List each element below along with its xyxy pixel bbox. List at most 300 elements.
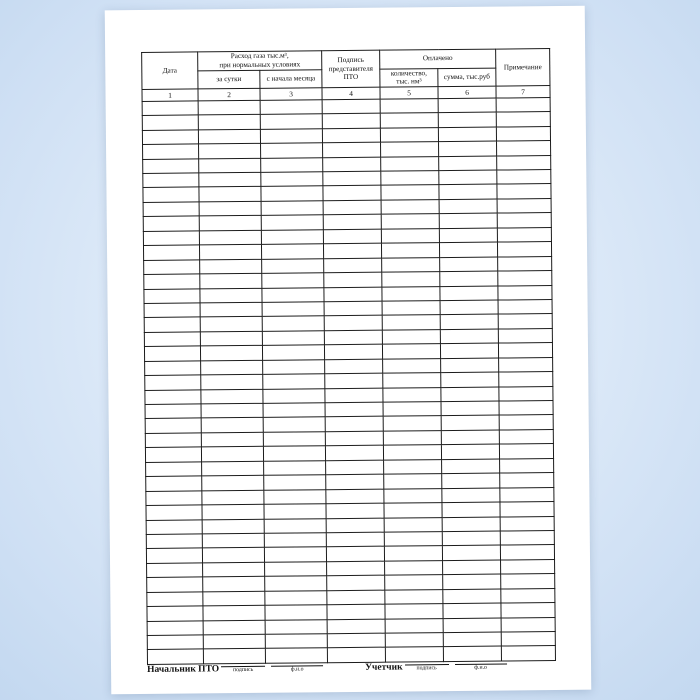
table-cell[interactable] [147, 592, 203, 607]
header-paid-sum: сумма, тыс.руб [438, 68, 496, 87]
table-cell[interactable] [263, 388, 325, 403]
table-cell[interactable] [381, 142, 439, 157]
table-cell[interactable] [380, 113, 438, 128]
table-cell[interactable] [145, 375, 201, 390]
table-cell[interactable] [500, 502, 554, 517]
table-cell[interactable] [381, 243, 439, 258]
table-cell[interactable] [325, 373, 383, 388]
table-cell[interactable] [439, 156, 497, 171]
table-cell[interactable] [381, 214, 439, 229]
header-consumption-group [198, 51, 322, 71]
table-cell[interactable] [144, 260, 200, 275]
table-cell[interactable] [324, 344, 382, 359]
table-cell[interactable] [323, 186, 381, 201]
table-cell[interactable] [441, 416, 499, 431]
table-cell[interactable] [144, 317, 200, 332]
table-cell[interactable] [440, 286, 498, 301]
table-cell[interactable] [203, 591, 265, 606]
table-cell[interactable] [201, 374, 263, 389]
table-cell[interactable] [199, 158, 261, 173]
table-cell[interactable] [262, 287, 324, 302]
table-cell[interactable] [201, 360, 263, 375]
table-cell[interactable] [441, 358, 499, 373]
table-cell[interactable] [443, 632, 501, 647]
table-cell[interactable] [146, 491, 202, 506]
table-cell[interactable] [262, 331, 324, 346]
table-cell[interactable] [326, 460, 384, 475]
table-cell[interactable] [262, 316, 324, 331]
table-cell[interactable] [327, 633, 385, 648]
table-cell[interactable] [262, 273, 324, 288]
table-cell[interactable] [380, 98, 438, 113]
table-cell[interactable] [263, 417, 325, 432]
table-cell[interactable] [143, 216, 199, 231]
table-cell[interactable] [325, 359, 383, 374]
table-cell[interactable] [501, 574, 555, 589]
table-cell[interactable] [201, 447, 263, 462]
table-cell[interactable] [323, 229, 381, 244]
chief-fio-slot[interactable] [271, 656, 323, 673]
table-cell[interactable] [200, 273, 262, 288]
table-cell[interactable] [499, 429, 553, 444]
table-cell[interactable] [324, 330, 382, 345]
table-cell[interactable] [440, 271, 498, 286]
table-cell[interactable] [326, 547, 384, 562]
table-cell[interactable] [202, 476, 264, 491]
table-cell[interactable] [326, 489, 384, 504]
table-cell[interactable] [383, 431, 441, 446]
header-signature-line2: представителя [328, 64, 373, 73]
table-cell[interactable] [438, 127, 496, 142]
table-cell[interactable] [261, 230, 323, 245]
table-cell[interactable] [265, 634, 327, 649]
table-cell[interactable] [443, 560, 501, 575]
table-cell[interactable] [500, 458, 554, 473]
table-cell[interactable] [382, 257, 440, 272]
table-cell[interactable] [144, 332, 200, 347]
table-cell[interactable] [202, 533, 264, 548]
table-cell[interactable] [264, 475, 326, 490]
table-cell[interactable] [500, 487, 554, 502]
table-cell[interactable] [498, 300, 552, 315]
table-cell[interactable] [265, 619, 327, 634]
table-cell[interactable] [147, 577, 203, 592]
table-cell[interactable] [381, 228, 439, 243]
table-cell[interactable] [438, 98, 496, 113]
table-cell[interactable] [199, 201, 261, 216]
table-cell[interactable] [443, 589, 501, 604]
header-signature [322, 50, 380, 87]
table-cell[interactable] [496, 97, 550, 112]
table-cell[interactable] [261, 244, 323, 259]
table-cell[interactable] [144, 274, 200, 289]
table-cell[interactable] [260, 100, 322, 115]
table-cell[interactable] [327, 575, 385, 590]
table-cell[interactable] [145, 404, 201, 419]
header-paid-quantity-line2: тыс. нм³ [396, 77, 422, 86]
table-cell[interactable] [497, 184, 551, 199]
table-cell[interactable] [200, 259, 262, 274]
header-signature-line1: Подпись [337, 55, 364, 64]
table-cell[interactable] [382, 329, 440, 344]
chief-fio-caption: ф.и.о [290, 666, 304, 673]
table-cell[interactable] [442, 517, 500, 532]
document-page [105, 6, 592, 695]
table-cell[interactable] [501, 632, 555, 647]
table-cell[interactable] [201, 418, 263, 433]
table-cell[interactable] [498, 314, 552, 329]
table-cell[interactable] [144, 288, 200, 303]
table-cell[interactable] [264, 489, 326, 504]
table-cell[interactable] [199, 143, 261, 158]
table-cell[interactable] [440, 343, 498, 358]
table-cell[interactable] [327, 590, 385, 605]
recorder-fio-caption: ф.и.о [474, 664, 487, 671]
table-cell[interactable] [327, 619, 385, 634]
table-cell[interactable] [442, 531, 500, 546]
table-cell[interactable] [325, 417, 383, 432]
table-cell[interactable] [199, 216, 261, 231]
table-cell[interactable] [385, 604, 443, 619]
table-cell[interactable] [326, 474, 384, 489]
table-cell[interactable] [143, 231, 199, 246]
table-cell[interactable] [261, 172, 323, 187]
table-cell[interactable] [384, 459, 442, 474]
table-cell[interactable] [383, 402, 441, 417]
table-cell[interactable] [324, 287, 382, 302]
table-cell[interactable] [441, 444, 499, 459]
table-cell[interactable] [385, 560, 443, 575]
table-cell[interactable] [497, 141, 551, 156]
table-cell[interactable] [500, 473, 554, 488]
table-cell[interactable] [322, 128, 380, 143]
column-number-5: 5 [380, 86, 438, 99]
table-cell[interactable] [262, 302, 324, 317]
header-consumption-line1: Расход газа тыс.м³, [230, 51, 289, 61]
chief-signature-block [147, 656, 329, 675]
table-cell[interactable] [322, 113, 380, 128]
table-cell[interactable] [143, 245, 199, 260]
table-cell[interactable] [200, 288, 262, 303]
table-cell[interactable] [441, 401, 499, 416]
table-cell[interactable] [442, 502, 500, 517]
table-cell[interactable] [324, 316, 382, 331]
chief-signature-slot[interactable] [221, 657, 265, 674]
table-cell[interactable] [265, 576, 327, 591]
table-cell[interactable] [442, 473, 500, 488]
table-cell[interactable] [383, 445, 441, 460]
table-cell[interactable] [441, 372, 499, 387]
table-cell[interactable] [260, 114, 322, 129]
table-cell[interactable] [382, 344, 440, 359]
table-cell[interactable] [499, 357, 553, 372]
table-cell[interactable] [443, 574, 501, 589]
table-cell[interactable] [323, 157, 381, 172]
table-cell[interactable] [440, 329, 498, 344]
table-cell[interactable] [199, 245, 261, 260]
table-cell[interactable] [440, 300, 498, 315]
table-cell[interactable] [265, 562, 327, 577]
table-cell[interactable] [200, 346, 262, 361]
table-cell[interactable] [326, 503, 384, 518]
table-cell[interactable] [385, 575, 443, 590]
table-cell[interactable] [384, 503, 442, 518]
table-cell[interactable] [439, 242, 497, 257]
chief-fio-line [271, 656, 323, 666]
table-cell[interactable] [385, 589, 443, 604]
table-cell[interactable] [383, 358, 441, 373]
table-cell[interactable] [144, 346, 200, 361]
table-cell[interactable] [497, 242, 551, 257]
table-cell[interactable] [498, 328, 552, 343]
table-cell[interactable] [497, 170, 551, 185]
table-cell[interactable] [198, 129, 260, 144]
table-cell[interactable] [201, 403, 263, 418]
table-cell[interactable] [383, 416, 441, 431]
table-cell[interactable] [384, 532, 442, 547]
table-cell[interactable] [202, 490, 264, 505]
table-cell[interactable] [496, 112, 550, 127]
table-cell[interactable] [324, 301, 382, 316]
table-cell[interactable] [382, 301, 440, 316]
table-cell[interactable] [203, 634, 265, 649]
table-cell[interactable] [147, 563, 203, 578]
table-cell[interactable] [146, 519, 202, 534]
table-cell[interactable] [264, 533, 326, 548]
table-cell[interactable] [496, 126, 550, 141]
table-cell[interactable] [442, 488, 500, 503]
table-cell[interactable] [382, 315, 440, 330]
signature-footer [147, 654, 555, 682]
table-cell[interactable] [146, 462, 202, 477]
table-cell[interactable] [384, 546, 442, 561]
table-cell[interactable] [143, 202, 199, 217]
table-cell[interactable] [382, 272, 440, 287]
table-cell[interactable] [439, 170, 497, 185]
table-cell[interactable] [323, 243, 381, 258]
table-cell[interactable] [203, 562, 265, 577]
table-cell[interactable] [439, 141, 497, 156]
table-cell[interactable] [198, 115, 260, 130]
table-cell[interactable] [264, 504, 326, 519]
table-cell[interactable] [145, 447, 201, 462]
table-cell[interactable] [384, 517, 442, 532]
table-cell[interactable] [325, 431, 383, 446]
table-cell[interactable] [146, 476, 202, 491]
table-cell[interactable] [198, 100, 260, 115]
column-number-7: 7 [496, 85, 550, 98]
table-cell[interactable] [499, 444, 553, 459]
table-cell[interactable] [322, 99, 380, 114]
column-number-6: 6 [438, 86, 496, 99]
table-cell[interactable] [146, 548, 202, 563]
table-cell[interactable] [142, 115, 198, 130]
table-cell[interactable] [500, 516, 554, 531]
header-signature-line3: ПТО [343, 73, 359, 82]
chief-signature-line [221, 657, 265, 667]
table-cell[interactable] [385, 618, 443, 633]
table-cell[interactable] [143, 187, 199, 202]
table-cell[interactable] [381, 156, 439, 171]
recorder-fio-slot[interactable] [454, 654, 506, 671]
table-cell[interactable] [325, 446, 383, 461]
table-cell[interactable] [384, 488, 442, 503]
journal-sheet [141, 48, 555, 652]
table-cell[interactable] [263, 403, 325, 418]
table-cell[interactable] [381, 200, 439, 215]
table-cell[interactable] [439, 185, 497, 200]
table-cell[interactable] [438, 112, 496, 127]
table-cell[interactable] [382, 286, 440, 301]
table-cell[interactable] [147, 620, 203, 635]
table-cell[interactable] [497, 227, 551, 242]
table-cell[interactable] [383, 373, 441, 388]
table-cell[interactable] [265, 605, 327, 620]
table-cell[interactable] [200, 302, 262, 317]
table-cell[interactable] [144, 303, 200, 318]
table-body [142, 97, 555, 664]
table-cell[interactable] [440, 314, 498, 329]
table-cell[interactable] [439, 199, 497, 214]
table-cell[interactable] [261, 201, 323, 216]
chief-signature-caption: подпись [233, 666, 254, 674]
table-cell[interactable] [439, 213, 497, 228]
table-cell[interactable] [497, 155, 551, 170]
table-cell[interactable] [264, 461, 326, 476]
table-cell[interactable] [263, 374, 325, 389]
table-cell[interactable] [261, 143, 323, 158]
table-cell[interactable] [147, 606, 203, 621]
recorder-fio-line [454, 654, 506, 664]
table-cell[interactable] [202, 504, 264, 519]
header-paid-quantity-line1: количество, [390, 68, 427, 78]
table-cell[interactable] [263, 359, 325, 374]
table-cell[interactable] [327, 561, 385, 576]
table-cell[interactable] [497, 213, 551, 228]
chief-role-label: Начальник ПТО [147, 664, 220, 675]
table-cell[interactable] [385, 633, 443, 648]
table-cell[interactable] [323, 142, 381, 157]
table-cell[interactable] [442, 459, 500, 474]
table-cell[interactable] [199, 172, 261, 187]
table-cell[interactable] [262, 345, 324, 360]
table-cell[interactable] [202, 461, 264, 476]
table-cell[interactable] [381, 185, 439, 200]
table-cell[interactable] [498, 256, 552, 271]
table-cell[interactable] [325, 402, 383, 417]
table-cell[interactable] [498, 271, 552, 286]
table-cell[interactable] [145, 390, 201, 405]
table-cell[interactable] [200, 317, 262, 332]
table-cell[interactable] [440, 257, 498, 272]
table-cell[interactable] [500, 545, 554, 560]
table-cell[interactable] [384, 474, 442, 489]
table-cell[interactable] [442, 545, 500, 560]
recorder-signature-slot[interactable] [404, 655, 448, 672]
table-cell[interactable] [263, 446, 325, 461]
table-cell[interactable] [325, 388, 383, 403]
table-cell[interactable] [199, 187, 261, 202]
table-cell[interactable] [323, 215, 381, 230]
table-cell[interactable] [326, 518, 384, 533]
table-cell[interactable] [441, 387, 499, 402]
recorder-role-label: Учетчик [365, 662, 403, 673]
gas-consumption-table [141, 48, 556, 665]
table-cell[interactable] [201, 389, 263, 404]
table-cell[interactable] [443, 603, 501, 618]
table-cell[interactable] [263, 432, 325, 447]
table-cell[interactable] [145, 361, 201, 376]
table-cell[interactable] [143, 144, 199, 159]
table-cell[interactable] [145, 433, 201, 448]
table-cell[interactable] [261, 157, 323, 172]
table-cell[interactable] [143, 173, 199, 188]
table-cell[interactable] [199, 230, 261, 245]
table-cell[interactable] [383, 387, 441, 402]
table-cell[interactable] [381, 171, 439, 186]
table-cell[interactable] [147, 635, 203, 650]
table-cell[interactable] [323, 200, 381, 215]
table-cell[interactable] [203, 620, 265, 635]
table-cell[interactable] [324, 272, 382, 287]
column-number-3: 3 [260, 88, 322, 101]
table-cell[interactable] [499, 386, 553, 401]
table-cell[interactable] [260, 128, 322, 143]
header-note: Примечание [496, 49, 550, 86]
table-cell[interactable] [200, 331, 262, 346]
table-cell[interactable] [146, 505, 202, 520]
table-cell[interactable] [443, 618, 501, 633]
table-cell[interactable] [498, 285, 552, 300]
table-cell[interactable] [499, 415, 553, 430]
table-cell[interactable] [326, 532, 384, 547]
table-cell[interactable] [501, 603, 555, 618]
table-cell[interactable] [203, 577, 265, 592]
table-cell[interactable] [143, 159, 199, 174]
table-cell[interactable] [264, 547, 326, 562]
table-cell[interactable] [146, 534, 202, 549]
table-cell[interactable] [261, 215, 323, 230]
table-cell[interactable] [500, 530, 554, 545]
table-cell[interactable] [501, 559, 555, 574]
table-cell[interactable] [499, 372, 553, 387]
table-cell[interactable] [262, 258, 324, 273]
recorder-signature-caption: подпись [416, 665, 437, 672]
table-cell[interactable] [142, 101, 198, 116]
table-cell[interactable] [501, 588, 555, 603]
table-cell[interactable] [261, 186, 323, 201]
table-cell[interactable] [324, 258, 382, 273]
header-per-day: за сутки [198, 70, 260, 89]
table-cell[interactable] [203, 605, 265, 620]
table-cell[interactable] [499, 401, 553, 416]
table-cell[interactable] [327, 604, 385, 619]
table-cell[interactable] [142, 130, 198, 145]
table-cell[interactable] [145, 418, 201, 433]
table-cell[interactable] [202, 548, 264, 563]
table-cell[interactable] [501, 617, 555, 632]
table-cell[interactable] [380, 127, 438, 142]
table-cell[interactable] [201, 432, 263, 447]
table-cell[interactable] [441, 430, 499, 445]
table-cell[interactable] [497, 198, 551, 213]
table-cell[interactable] [439, 228, 497, 243]
table-cell[interactable] [202, 519, 264, 534]
table-cell[interactable] [264, 518, 326, 533]
table-cell[interactable] [498, 343, 552, 358]
table-cell[interactable] [323, 171, 381, 186]
table-cell[interactable] [265, 590, 327, 605]
